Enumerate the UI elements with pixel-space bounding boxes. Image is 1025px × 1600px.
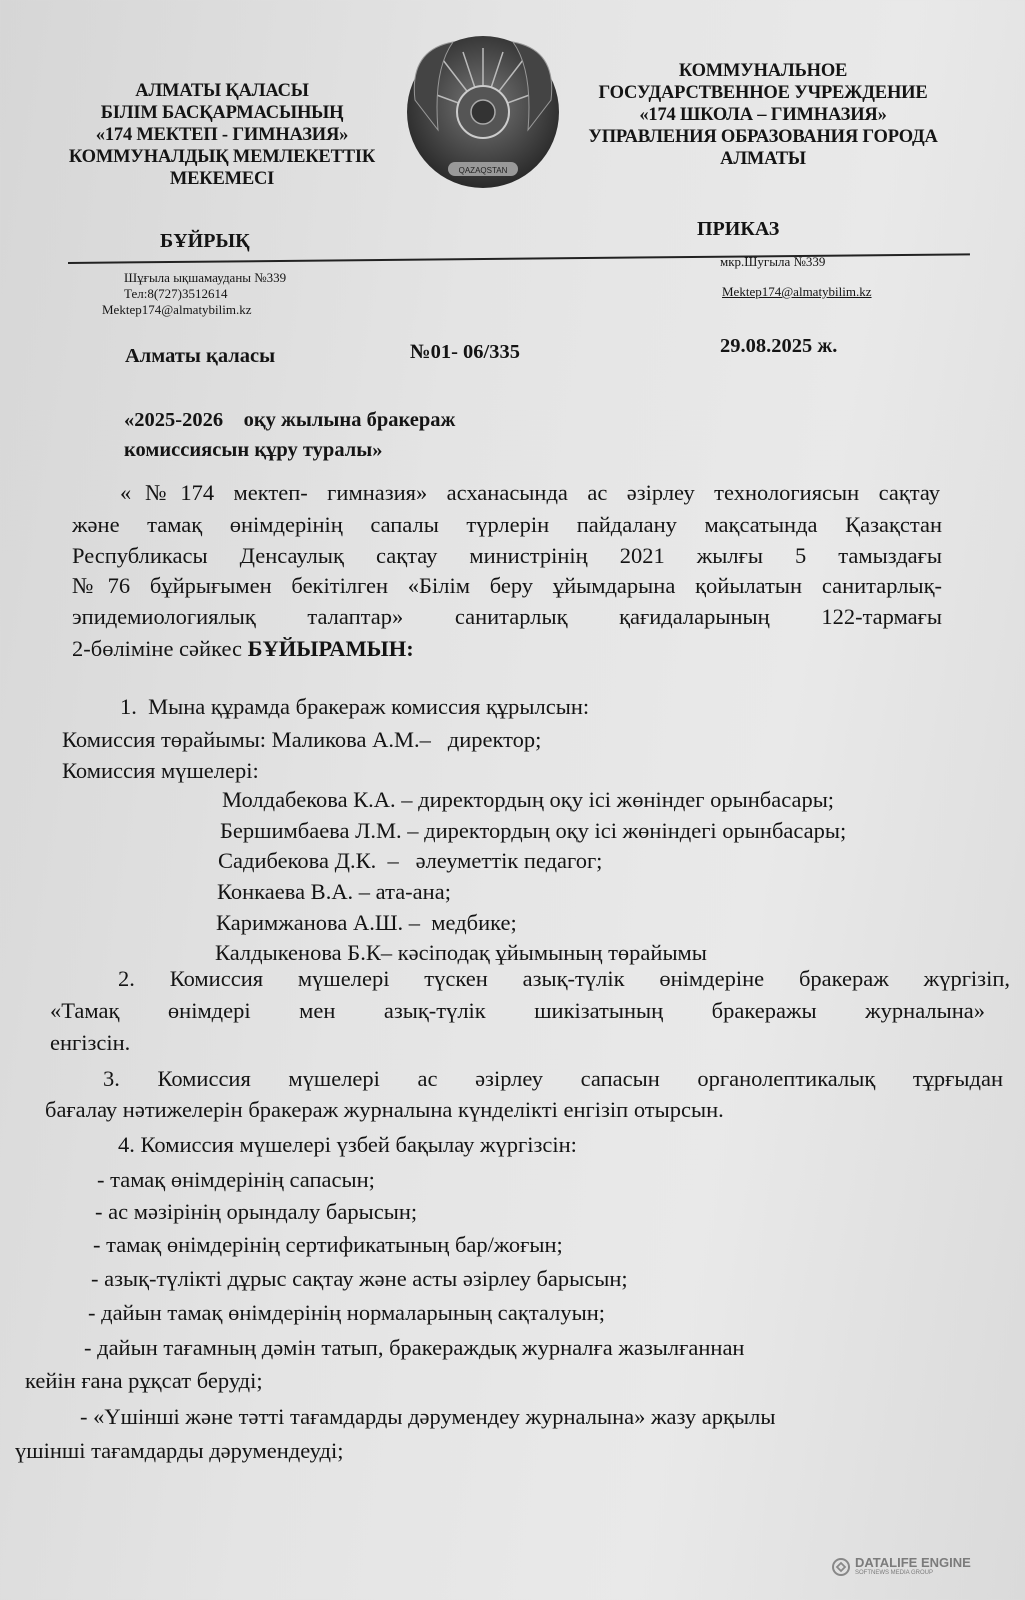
contacts-left — [102, 270, 286, 318]
item2-line: 2. Комиссия мүшелері түскен азық-түлік өнімдеріне бракераж жүргізіп, — [118, 966, 1010, 991]
preamble-line: Республикасы Денсаулық сақтау министрінің 2021 жылғы 5 тамыздағы — [72, 543, 942, 568]
member: Каримжанова А.Ш. – медбике; — [216, 910, 517, 935]
item4-bullet: - «Үшінші және тәтті тағамдарды дәрумендеу журналына» жазу арқылы — [80, 1404, 776, 1429]
item4-bullet: - дайын тамақ өнімдерінің нормаларының сақталуын; — [88, 1300, 606, 1325]
item1-heading: 1. Мына құрамда бракераж комиссия құрылсын: — [120, 694, 590, 719]
item2-line: енгізсін. — [50, 1030, 131, 1055]
header-line: ГОСУДАРСТВЕННОЕ УЧРЕЖДЕНИЕ — [598, 83, 928, 103]
member: Конкаева В.А. – ата-ана; — [217, 879, 451, 904]
phone: Тел:8(727)3512614 — [124, 286, 228, 301]
address-kz: Шұғыла ықшамауданы №339 — [124, 270, 287, 285]
header-line: АЛМАТЫ — [720, 149, 806, 169]
header-line: КОММУНАЛДЫҚ МЕМЛЕКЕТТІК — [68, 147, 376, 167]
preamble-line: №76 бұйрығымен бекітілген «Білім беру ұйымдарына қойылатын санитарлық- — [72, 573, 942, 598]
watermark-sub: SOFTNEWS MEDIA GROUP — [855, 1570, 934, 1576]
item4-bullet: үшінші тағамдарды дәрумендеуді; — [15, 1438, 344, 1463]
item4-bullet: кейін ғана рұқсат беруді; — [25, 1368, 263, 1393]
email-left: Mektep174@almatybilim.kz — [102, 302, 252, 317]
item2-line: «Тамақ өнімдері мен азық-түлік шикізатының бракеражы журналына» — [50, 998, 985, 1023]
header-right-ru — [578, 60, 948, 170]
preamble-text: 2-бөліміне сәйкес — [72, 636, 248, 661]
header-line: «174 ШКОЛА – ГИМНАЗИЯ» — [639, 105, 887, 125]
header-line: КОММУНАЛЬНОЕ — [678, 61, 848, 81]
header-line: МЕКЕМЕСІ — [169, 169, 275, 189]
city: Алматы қаласы — [125, 345, 276, 367]
item4-bullet: - тамақ өнімдерінің сертификатының бар/жоғын; — [93, 1232, 563, 1257]
doc-type-kz: БҰЙРЫҚ — [160, 230, 250, 252]
member: Молдабекова К.А. – директордың оқу ісі жөніндег орынбасары; — [222, 787, 835, 812]
watermark-name: DATALIFE ENGINE — [855, 1555, 971, 1570]
header-line: «174 МЕКТЕП - ГИМНАЗИЯ» — [95, 125, 349, 145]
member: Бершимбаева Л.М. – директордың оқу ісі жөніндегі орынбасары; — [220, 818, 847, 843]
member: Садибекова Д.К. – әлеуметтік педагог; — [218, 848, 603, 873]
datalife-logo-icon — [832, 1558, 850, 1576]
item3-line: бағалау нәтижелерін бракераж журналына күнделікті енгізіп отырсын. — [45, 1097, 724, 1122]
item4-bullet: - азық-түлікті дұрыс сақтау және асты әзірлеу барысын; — [91, 1266, 628, 1291]
item4-bullet: - тамақ өнімдерінің сапасын; — [97, 1167, 375, 1192]
header-left-kz — [62, 80, 382, 190]
item4-heading: 4. Комиссия мүшелері үзбей бақылау жүргізсін: — [118, 1132, 577, 1157]
order-verb: БҰЙЫРАМЫН: — [247, 636, 414, 661]
item4-bullet: - дайын тағамның дәмін татып, бракераждық журналға жазылғаннан — [84, 1335, 745, 1360]
order-number: №01- 06/335 — [410, 341, 520, 363]
order-date: 29.08.2025 ж. — [720, 335, 838, 357]
title-line: комиссиясын құру туралы» — [124, 439, 383, 461]
title-line: «2025-2026 оқу жылына бракераж — [124, 409, 456, 431]
watermark — [832, 1556, 971, 1577]
state-emblem — [403, 30, 563, 198]
preamble-line — [72, 636, 414, 662]
preamble-line: және тамақ өнімдерінің сапалы түрлерін пайдалану мақсатында Қазақстан — [72, 512, 942, 537]
address-ru: мкр.Шугыла №339 — [720, 254, 826, 269]
member: Калдыкенова Б.К– кәсіподақ ұйымының төрайымы — [215, 940, 707, 965]
item3-line: 3. Комиссия мүшелері ас әзірлеу сапасын органолептикалық тұрғыдан — [103, 1066, 1003, 1091]
email-right[interactable]: Mektep174@almatybilim.kz — [722, 284, 872, 299]
header-line: БІЛІМ БАСҚАРМАСЫНЫҢ — [100, 103, 344, 123]
item4-bullet: - ас мәзірінің орындалу барысын; — [95, 1199, 418, 1224]
emblem-text: QAZAQSTAN — [458, 166, 508, 175]
doc-type-ru: ПРИКАЗ — [697, 218, 780, 240]
preamble-line: «№174 мектеп- гимназия» асханасында ас әзірлеу технологиясын сақтау — [120, 480, 940, 505]
preamble-line: эпидемиологиялық талаптар» санитарлық қағидаларының 122-тармағы — [72, 604, 942, 629]
header-line: АЛМАТЫ ҚАЛАСЫ — [135, 81, 309, 101]
members-label: Комиссия мүшелері: — [62, 758, 259, 783]
header-line: УПРАВЛЕНИЯ ОБРАЗОВАНИЯ ГОРОДА — [588, 127, 938, 147]
order-title — [124, 405, 455, 465]
header-divider — [68, 253, 970, 264]
commission-chair: Комиссия төрайымы: Маликова А.М.– директор; — [62, 727, 542, 752]
